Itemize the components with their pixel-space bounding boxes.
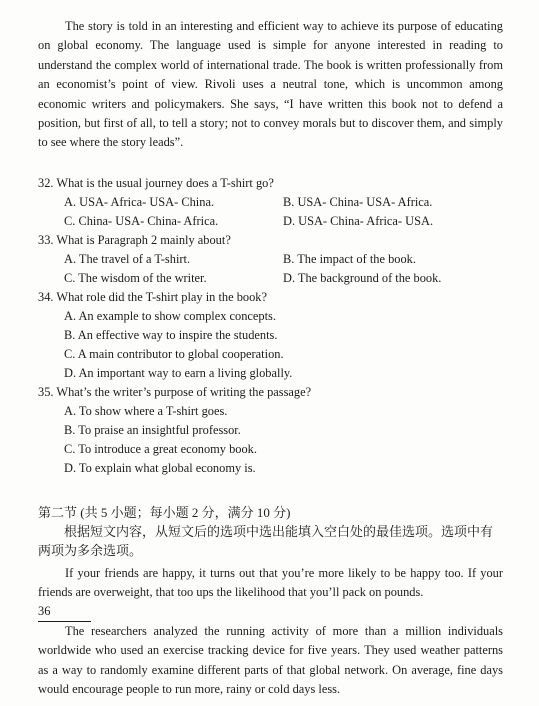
question-33: 33. What is Paragraph 2 mainly about? xyxy=(38,233,231,247)
option-33d: D. The background of the book. xyxy=(283,271,442,285)
question-32: 32. What is the usual journey does a T-shirt go? xyxy=(38,176,274,190)
option-33c: C. The wisdom of the writer. xyxy=(64,271,207,285)
section-title: 第二节 (共 5 小题；每小题 2 分，满分 10 分) xyxy=(38,505,291,520)
question-35: 35. What’s the writer’s purpose of writing the passage? xyxy=(38,385,312,399)
section-instruction: 根据短文内容，从短文后的选项中选出能填入空白处的最佳选项。选项中有两项为多余选项。 xyxy=(38,524,494,559)
passage-paragraph: The story is told in an interesting and efficient way to achieve its purpose of educating on global economy. The language used is simple for anyone interested in reading to understand the complex world of international trade. The book is written professionally from an economist’s point of view. Rivoli uses a neutral tone, which is uncommon among economic writers and policymakers. She says, “I have written this book not to defend a position, but first of all, to tell a story; not to convey morals but to discover them, and simply to see where the story leads”. xyxy=(38,19,503,150)
option-34c: C. A main contributor to global cooperation. xyxy=(64,347,284,361)
option-35a: A. To show where a T-shirt goes. xyxy=(64,404,228,418)
option-35d: D. To explain what global economy is. xyxy=(64,461,256,475)
option-34d: D. An important way to earn a living globally. xyxy=(64,366,293,380)
option-33b: B. The impact of the book. xyxy=(283,252,416,266)
option-35c: C. To introduce a great economy book. xyxy=(64,442,257,456)
question-34: 34. What role did the T-shirt play in the book? xyxy=(38,290,267,304)
cloze-paragraph-2: The researchers analyzed the running activity of more than a million individuals worldwide who used an exercise tracking device for five years. They used weather patterns as a way to randomly examine different parts of that global network. On average, fine days would encourage people to run more, rainy or cold days less. xyxy=(38,624,503,697)
answer-blank-36: 36 xyxy=(38,602,91,622)
option-34a: A. An example to show complex concepts. xyxy=(64,309,276,323)
option-34b: B. An effective way to inspire the students. xyxy=(64,328,278,342)
option-32c: C. China- USA- China- Africa. xyxy=(64,214,219,228)
cloze-paragraph-1: If your friends are happy, it turns out that you’re more likely to be happy too. If your friends are overweight, that too ups the likelihood that you’ll pack on pounds. xyxy=(38,566,503,600)
option-33a: A. The travel of a T-shirt. xyxy=(64,252,191,266)
option-32b: B. USA- China- USA- Africa. xyxy=(283,195,433,209)
option-32d: D. USA- China- Africa- USA. xyxy=(283,214,434,228)
option-35b: B. To praise an insightful professor. xyxy=(64,423,241,437)
option-32a: A. USA- Africa- USA- China. xyxy=(64,195,215,209)
